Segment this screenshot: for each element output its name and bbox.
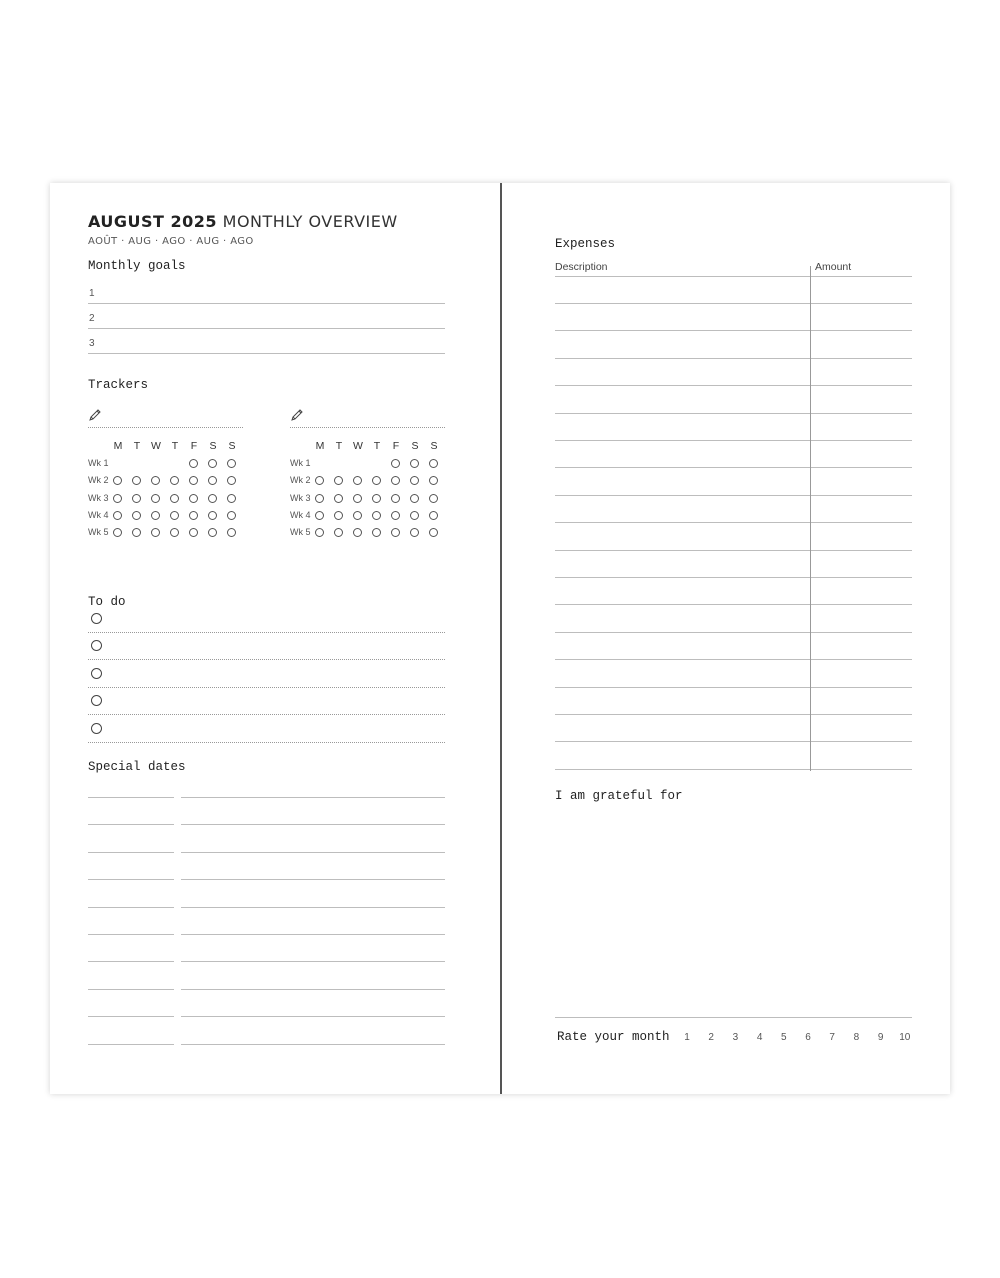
week-label: Wk 3 [290,492,311,503]
day-label: T [373,440,381,452]
trackers-heading: Trackers [88,378,149,392]
title-section: MONTHLY OVERVIEW [222,212,398,231]
tracker-circle[interactable] [151,511,160,520]
page-spine [500,183,502,1094]
expense-row-line[interactable] [555,550,912,551]
day-label: M [315,440,325,452]
special-event-line[interactable] [181,879,445,880]
todo-checkbox[interactable] [91,695,102,706]
week-label: Wk 3 [88,492,109,503]
expense-row-line[interactable] [555,577,912,578]
expense-row-line[interactable] [555,467,912,468]
todo-line[interactable] [88,659,445,660]
day-label: M [113,440,123,452]
tracker-circle[interactable] [410,476,419,485]
week-label: Wk 5 [290,527,311,538]
tracker-circle[interactable] [410,459,419,468]
tracker-circle[interactable] [227,528,236,537]
tracker-circle[interactable] [208,511,217,520]
tracker-circle[interactable] [208,494,217,503]
rating-option[interactable]: 1 [684,1032,690,1043]
tracker-circle[interactable] [353,476,362,485]
tracker-title-line[interactable] [88,427,243,428]
tracker-circle[interactable] [170,494,179,503]
special-date-line[interactable] [88,797,174,798]
tracker-circle[interactable] [170,511,179,520]
tracker-circle[interactable] [429,494,438,503]
tracker-circle[interactable] [189,528,198,537]
week-label: Wk 2 [88,475,109,486]
tracker-circle[interactable] [113,528,122,537]
tracker-circle[interactable] [334,476,343,485]
tracker-title-line[interactable] [290,427,445,428]
special-event-line[interactable] [181,961,445,962]
tracker-circle[interactable] [372,528,381,537]
tracker-circle[interactable] [429,511,438,520]
goal-number: 1 [89,288,95,299]
special-date-line[interactable] [88,879,174,880]
todo-checkbox[interactable] [91,723,102,734]
special-date-line[interactable] [88,852,174,853]
todo-line[interactable] [88,742,445,743]
special-date-line[interactable] [88,1044,174,1045]
expense-row-line[interactable] [555,276,912,277]
day-label: S [209,440,217,452]
special-event-line[interactable] [181,1016,445,1017]
day-label: W [151,440,161,452]
rating-option[interactable]: 6 [805,1032,811,1043]
page-title [88,212,398,231]
week-label: Wk 5 [88,527,109,538]
tracker-circle[interactable] [372,511,381,520]
rating-option[interactable]: 2 [708,1032,714,1043]
rating-option[interactable]: 10 [899,1032,911,1043]
todo-checkbox[interactable] [91,668,102,679]
tracker-circle[interactable] [113,511,122,520]
tracker-circle[interactable] [410,494,419,503]
special-date-line[interactable] [88,934,174,935]
tracker-circle[interactable] [132,511,141,520]
tracker-circle[interactable] [227,476,236,485]
rating-option[interactable]: 9 [877,1032,884,1043]
expense-row-line[interactable] [555,769,912,770]
tracker-circle[interactable] [208,528,217,537]
expense-row-line[interactable] [555,385,912,386]
tracker-circle[interactable] [208,459,217,468]
special-event-line[interactable] [181,989,445,990]
special-event-line[interactable] [181,852,445,853]
pencil-icon[interactable] [290,408,304,422]
tracker-circle[interactable] [429,476,438,485]
goal-line[interactable] [88,353,445,354]
special-event-line[interactable] [181,797,445,798]
tracker-circle[interactable] [132,494,141,503]
special-date-line[interactable] [88,989,174,990]
tracker-circle[interactable] [391,476,400,485]
day-label: F [190,440,198,452]
day-label: W [353,440,363,452]
tracker-circle[interactable] [334,511,343,520]
expense-row-line[interactable] [555,358,912,359]
todo-checkbox[interactable] [91,640,102,651]
tracker-circle[interactable] [132,528,141,537]
tracker-circle[interactable] [353,528,362,537]
expense-row-line[interactable] [555,741,912,742]
monthly-goals-heading: Monthly goals [88,259,186,273]
tracker-circle[interactable] [315,528,324,537]
tracker-circle[interactable] [189,511,198,520]
todo-line[interactable] [88,632,445,633]
special-dates-heading: Special dates [88,760,186,774]
rating-option[interactable]: 8 [853,1032,860,1043]
goal-number: 2 [89,313,95,324]
expense-row-line[interactable] [555,330,912,331]
tracker-circle[interactable] [113,476,122,485]
expense-row-line[interactable] [555,632,912,633]
expense-row-line[interactable] [555,413,912,414]
day-label: S [228,440,236,452]
special-date-line[interactable] [88,1016,174,1017]
day-label: S [411,440,419,452]
tracker-circle[interactable] [227,494,236,503]
tracker-circle[interactable] [334,528,343,537]
tracker-circle[interactable] [151,528,160,537]
expenses-amount-header: Amount [815,261,852,273]
expense-row-line[interactable] [555,659,912,660]
expense-row-line[interactable] [555,440,912,441]
tracker-circle[interactable] [227,459,236,468]
special-event-line[interactable] [181,824,445,825]
tracker-circle[interactable] [189,476,198,485]
expenses-heading: Expenses [555,237,616,251]
tracker-circle[interactable] [353,511,362,520]
grateful-heading: I am grateful for [555,789,683,803]
tracker-circle[interactable] [391,528,400,537]
todo-line[interactable] [88,687,445,688]
tracker-circle[interactable] [372,494,381,503]
tracker-circle[interactable] [315,494,324,503]
tracker-circle[interactable] [353,494,362,503]
tracker-circle[interactable] [113,494,122,503]
tracker-circle[interactable] [410,528,419,537]
tracker-circle[interactable] [391,511,400,520]
day-label: S [430,440,438,452]
rating-top-rule [555,1017,912,1018]
day-label: T [133,440,141,452]
expense-row-line[interactable] [555,522,912,523]
special-date-line[interactable] [88,824,174,825]
week-label: Wk 1 [88,458,109,468]
rating-option[interactable]: 3 [732,1032,739,1043]
special-date-line[interactable] [88,907,174,908]
expense-row-line[interactable] [555,495,912,496]
tracker-circle[interactable] [410,511,419,520]
day-label: T [335,440,343,452]
tracker-circle[interactable] [208,476,217,485]
tracker-circle[interactable] [429,459,438,468]
tracker-circle[interactable] [315,476,324,485]
goal-number: 3 [89,338,95,349]
expenses-description-header: Description [555,261,608,273]
special-event-line[interactable] [181,934,445,935]
tracker-circle[interactable] [334,494,343,503]
expense-row-line[interactable] [555,604,912,605]
week-label: Wk 1 [290,458,311,468]
rate-month-label: Rate your month [557,1030,670,1044]
rating-option[interactable]: 5 [781,1032,787,1043]
expense-row-line[interactable] [555,303,912,304]
todo-line[interactable] [88,714,445,715]
tracker-circle[interactable] [429,528,438,537]
goal-line[interactable] [88,328,445,329]
tracker-circle[interactable] [189,494,198,503]
expense-row-line[interactable] [555,714,912,715]
tracker-circle[interactable] [315,511,324,520]
tracker-circle[interactable] [372,476,381,485]
special-date-line[interactable] [88,961,174,962]
tracker-circle[interactable] [391,459,400,468]
tracker-circle[interactable] [391,494,400,503]
week-label: Wk 4 [290,509,311,520]
planner-spread [50,183,950,1094]
title-month: AUGUST 2025 [88,212,218,231]
special-event-line[interactable] [181,1044,445,1045]
tracker-circle[interactable] [170,476,179,485]
day-label: T [171,440,179,452]
day-label: F [392,440,400,452]
week-label: Wk 4 [88,509,109,520]
todo-heading: To do [88,595,126,609]
amount-column-divider [810,266,811,771]
special-event-line[interactable] [181,907,445,908]
tracker-circle[interactable] [132,476,141,485]
expense-row-line[interactable] [555,687,912,688]
tracker-circle[interactable] [151,494,160,503]
week-label: Wk 2 [290,475,311,486]
pencil-icon[interactable] [88,408,102,422]
tracker-circle[interactable] [151,476,160,485]
rating-option[interactable]: 7 [829,1032,835,1043]
rating-option[interactable]: 4 [756,1032,763,1043]
page-subtitle: AOÛT · AUG · AGO · AUG · AGO [88,236,254,247]
tracker-circle[interactable] [189,459,198,468]
goal-line[interactable] [88,303,445,304]
tracker-circle[interactable] [170,528,179,537]
tracker-circle[interactable] [227,511,236,520]
todo-checkbox[interactable] [91,613,102,624]
